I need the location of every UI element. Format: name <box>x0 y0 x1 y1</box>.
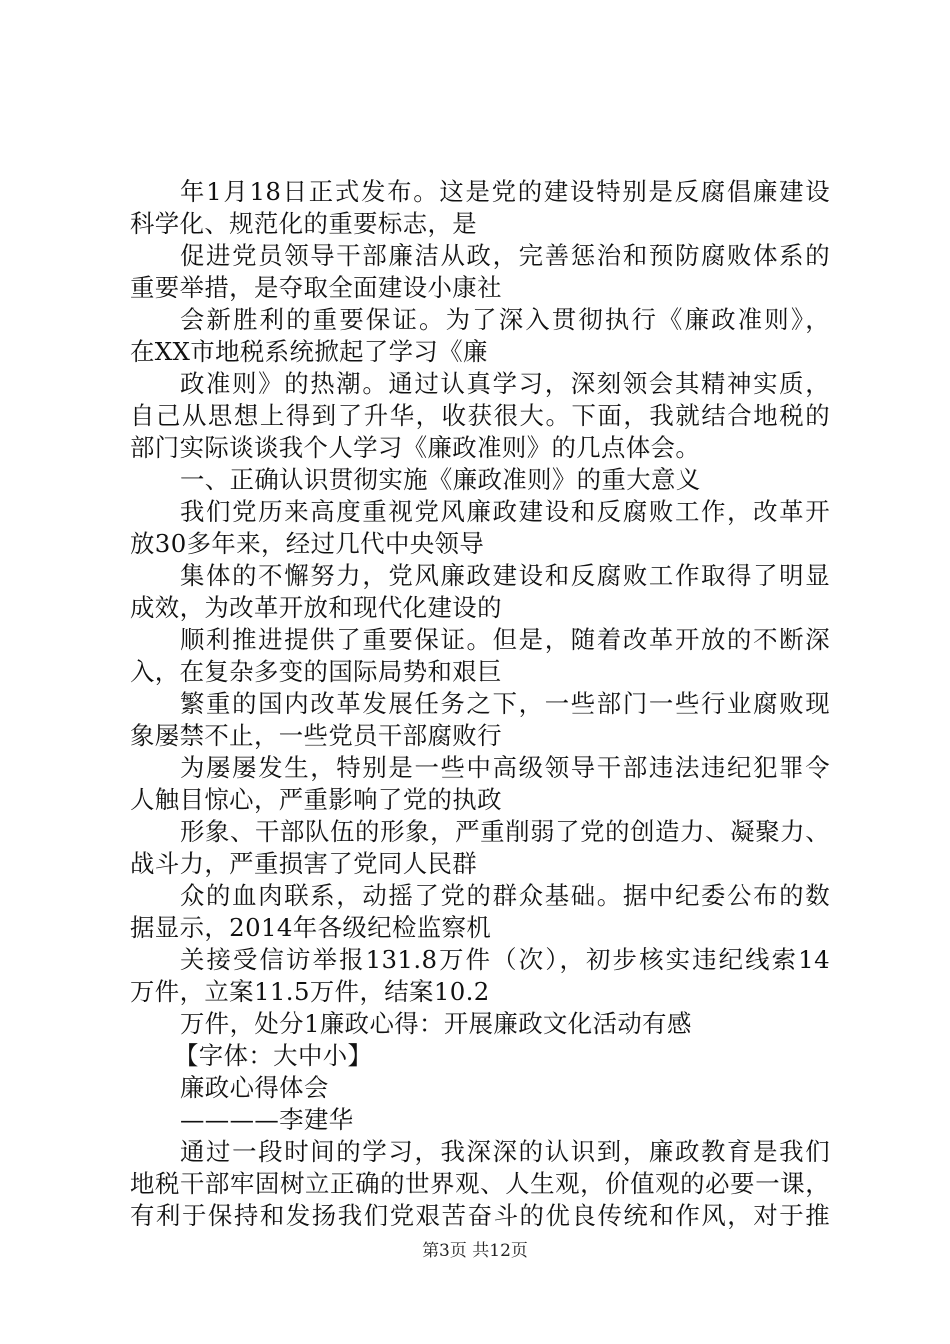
body-line: 顺利推进提供了重要保证。但是，随着改革开放的不断深 <box>180 625 830 654</box>
article-title: 廉政心得体会 <box>180 1073 329 1102</box>
body-line: 通过一段时间的学习，我深深的认识到，廉政教育是我们 <box>180 1137 830 1166</box>
body-line: 自己从思想上得到了升华，收获很大。下面，我就结合地税的 <box>130 401 830 430</box>
body-line: 据显示，2014年各级纪检监察机 <box>130 913 492 942</box>
body-line: 政准则》的热潮。通过认真学习，深刻领会其精神实质， <box>180 369 830 398</box>
body-line: 众的血肉联系，动摇了党的群众基础。据中纪委公布的数 <box>180 881 830 910</box>
body-line: 部门实际谈谈我个人学习《廉政准则》的几点体会。 <box>130 433 701 462</box>
body-line: 在XX市地税系统掀起了学习《廉 <box>130 337 488 366</box>
body-line: 成效，为改革开放和现代化建设的 <box>130 593 502 622</box>
font-size-selector[interactable]: 【字体：大中小】 <box>174 1041 373 1070</box>
body-line: 会新胜利的重要保证。为了深入贯彻执行《廉政准则》， <box>180 305 830 334</box>
author-line: ————李建华 <box>180 1105 354 1134</box>
body-line: 重要举措，是夺取全面建设小康社 <box>130 273 502 302</box>
body-line: 关接受信访举报131.8万件（次），初步核实违纪线索14 <box>180 945 830 974</box>
body-line: 万件，立案11.5万件，结案10.2 <box>130 977 490 1006</box>
page-number-footer: 第3页 共12页 <box>422 1241 528 1261</box>
body-line: 放30多年来，经过几代中央领导 <box>130 529 485 558</box>
body-line: 人触目惊心，严重影响了党的执政 <box>130 785 502 814</box>
body-line: 形象、干部队伍的形象，严重削弱了党的创造力、凝聚力、 <box>180 817 830 846</box>
body-line: 有利于保持和发扬我们党艰苦奋斗的优良传统和作风，对于推 <box>130 1201 830 1230</box>
body-line: 入，在复杂多变的国际局势和艰巨 <box>130 657 502 686</box>
body-line: 促进党员领导干部廉洁从政，完善惩治和预防腐败体系的 <box>180 241 830 270</box>
body-line: 战斗力，严重损害了党同人民群 <box>130 849 478 878</box>
section-heading: 一、正确认识贯彻实施《廉政准则》的重大意义 <box>180 465 701 494</box>
body-line: 繁重的国内改革发展任务之下，一些部门一些行业腐败现 <box>180 689 830 718</box>
body-line: 年1月18日正式发布。这是党的建设特别是反腐倡廉建设 <box>180 177 830 206</box>
body-line: 集体的不懈努力，党风廉政建设和反腐败工作取得了明显 <box>180 561 830 590</box>
body-line: 我们党历来高度重视党风廉政建设和反腐败工作，改革开 <box>180 497 830 526</box>
body-line: 科学化、规范化的重要标志，是 <box>130 209 478 238</box>
body-line: 象屡禁不止，一些党员干部腐败行 <box>130 721 502 750</box>
body-line: 万件，处分1廉政心得：开展廉政文化活动有感 <box>180 1009 692 1038</box>
body-line: 地税干部牢固树立正确的世界观、人生观，价值观的必要一课， <box>130 1169 830 1198</box>
body-line: 为屡屡发生，特别是一些中高级领导干部违法违纪犯罪令 <box>180 753 830 782</box>
